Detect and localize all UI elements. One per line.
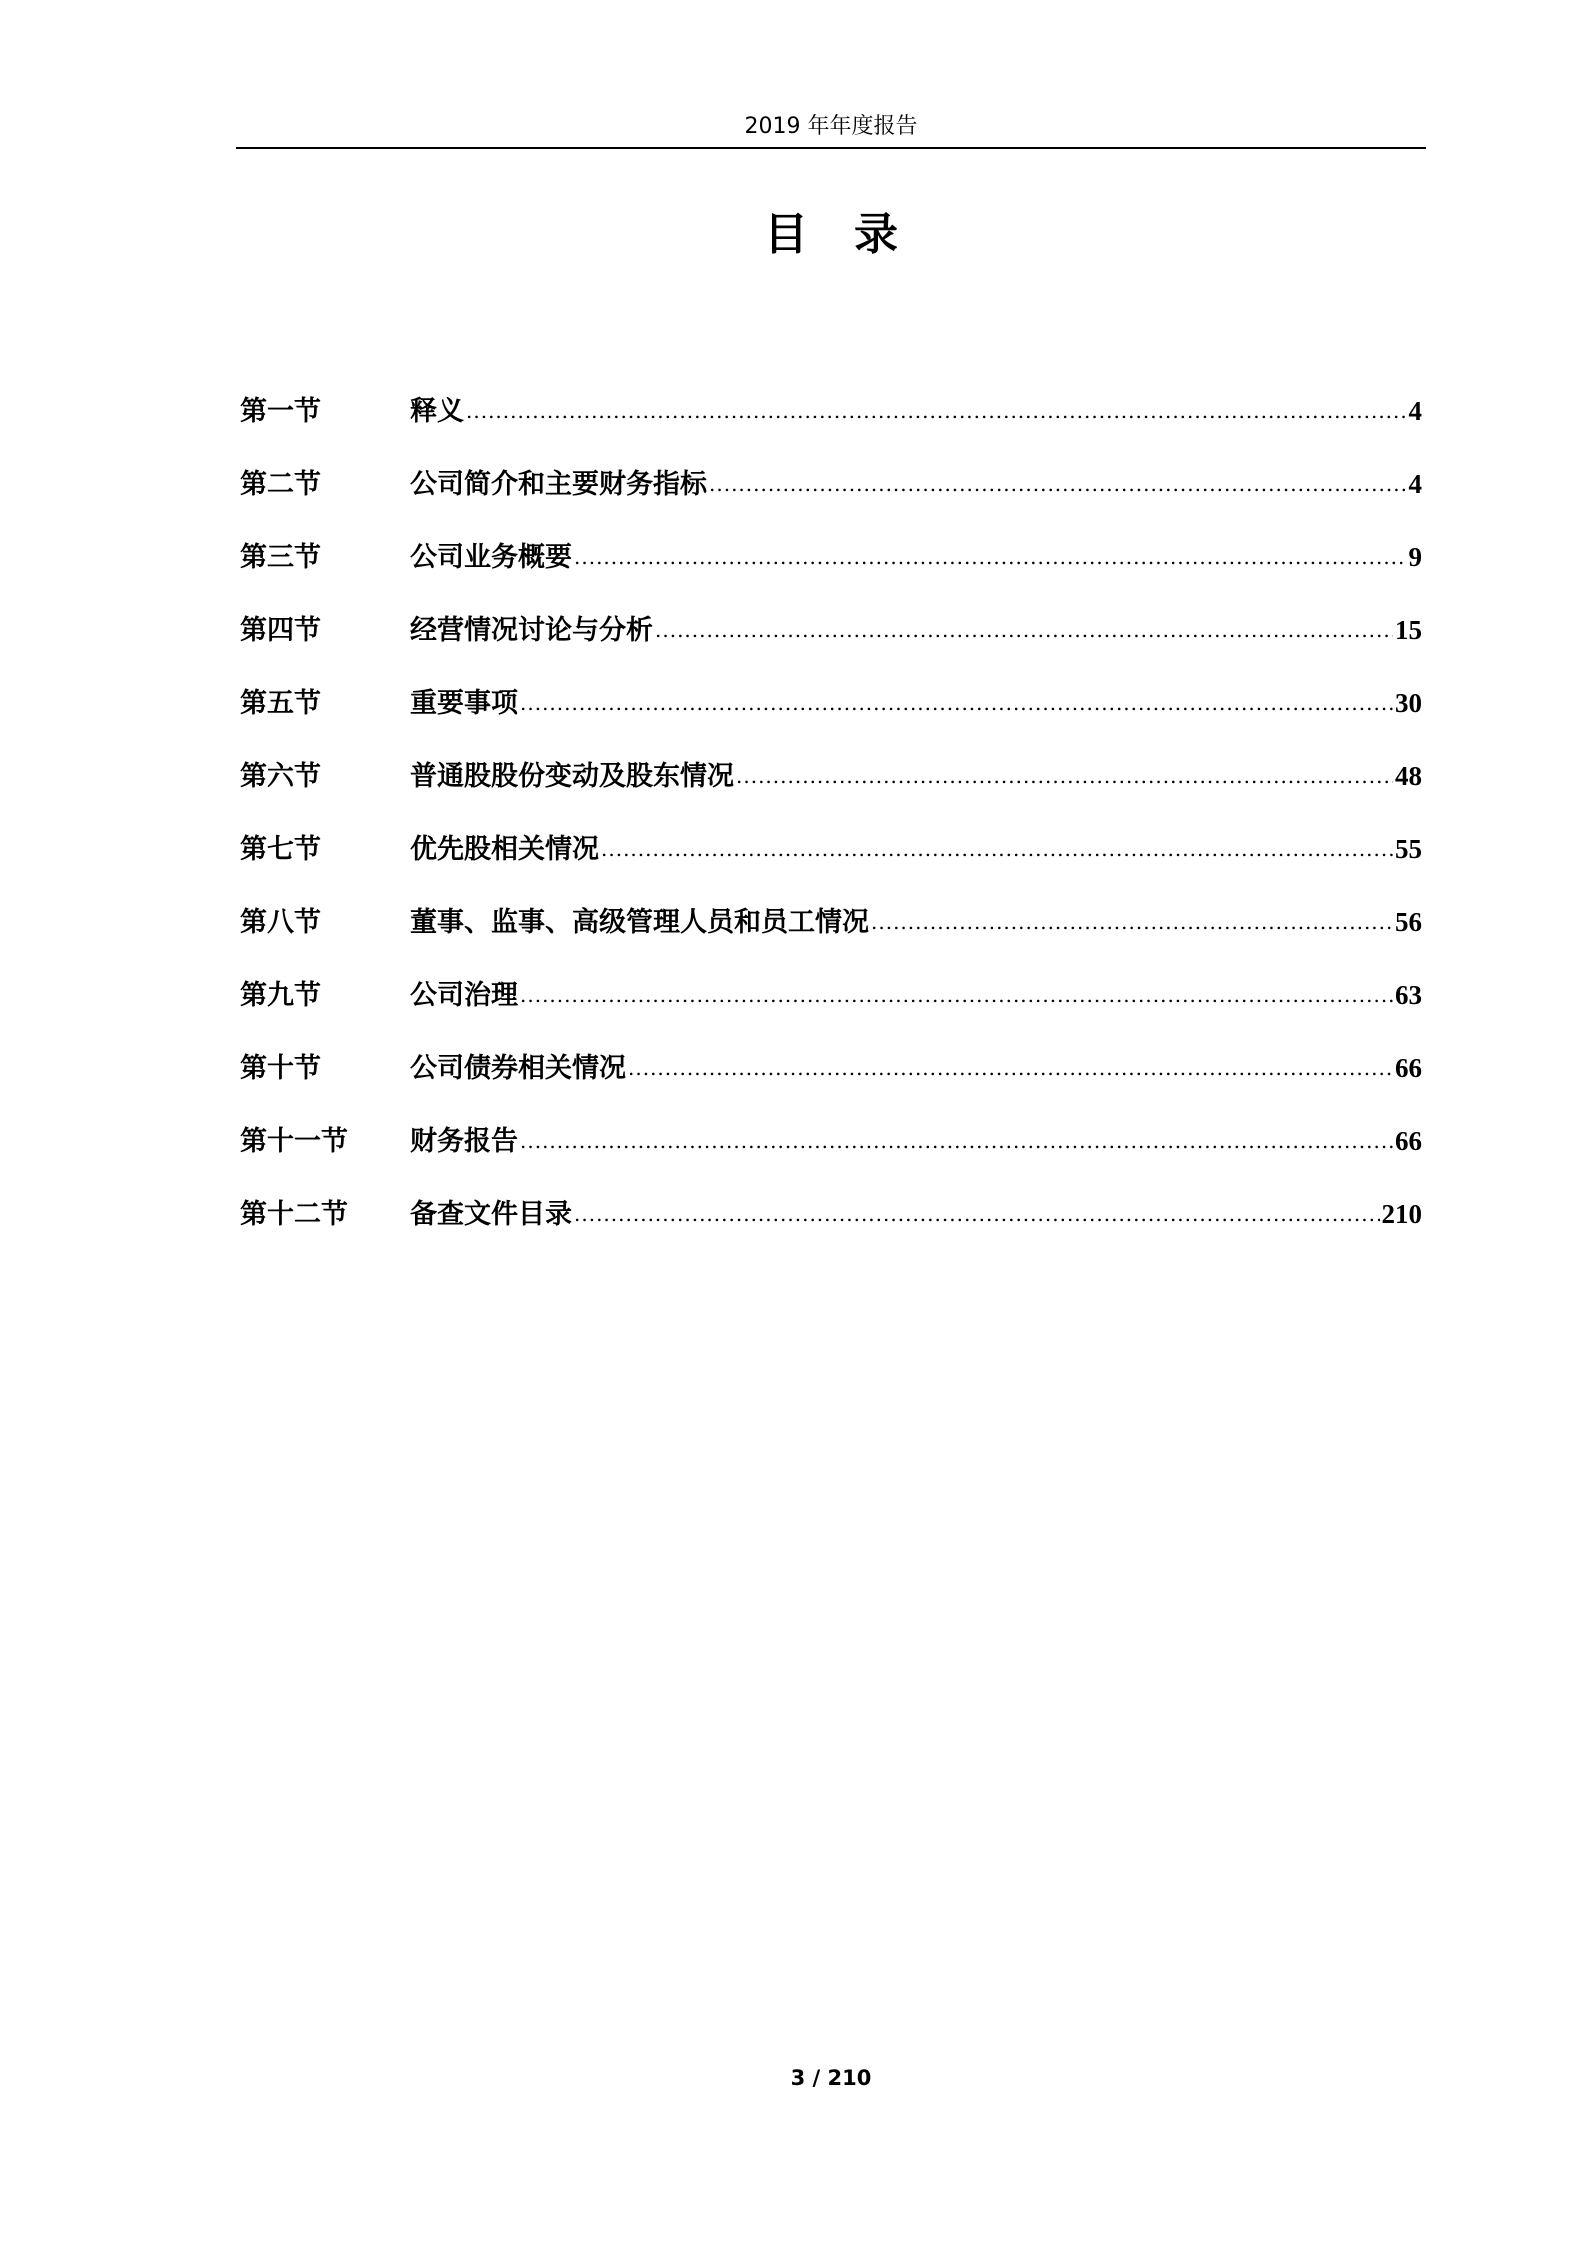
toc-dot-leader	[871, 894, 1393, 950]
toc-section-title: 释义	[410, 396, 464, 427]
toc-entry-4[interactable]	[240, 602, 1422, 675]
toc-entry-12[interactable]	[240, 1186, 1422, 1259]
toc-section-number: 第二节	[240, 469, 321, 500]
toc-entry-7[interactable]	[240, 821, 1422, 894]
toc-section-title: 公司债券相关情况	[410, 1053, 626, 1084]
toc-dot-leader	[520, 1113, 1393, 1169]
toc-page-number: 210	[1381, 1199, 1422, 1229]
toc-dot-leader	[655, 602, 1393, 658]
toc-dot-leader	[574, 529, 1407, 585]
toc-section-title: 经营情况讨论与分析	[410, 615, 653, 646]
toc-section-number: 第三节	[240, 542, 321, 573]
toc-entry-8[interactable]	[240, 894, 1422, 967]
toc-section-number: 第十二节	[240, 1199, 348, 1230]
toc-section-title: 董事、监事、高级管理人员和员工情况	[410, 907, 869, 938]
toc-dot-leader	[520, 967, 1393, 1023]
toc-section-number: 第四节	[240, 615, 321, 646]
toc-section-number: 第十一节	[240, 1126, 348, 1157]
toc-section-number: 第六节	[240, 761, 321, 792]
toc-entry-10[interactable]	[240, 1040, 1422, 1113]
toc-section-title: 公司简介和主要财务指标	[410, 469, 707, 500]
toc-page-number: 66	[1395, 1053, 1422, 1083]
toc-section-title: 公司业务概要	[410, 542, 572, 573]
document-title: 目录	[764, 209, 944, 260]
toc-section-title: 普通股股份变动及股东情况	[410, 761, 734, 792]
toc-dot-leader	[574, 1186, 1380, 1242]
toc-dot-leader	[466, 383, 1407, 439]
toc-section-number: 第一节	[240, 396, 321, 427]
toc-entry-3[interactable]	[240, 529, 1422, 602]
toc-dot-leader	[628, 1040, 1393, 1096]
table-of-contents	[240, 383, 1422, 1259]
toc-page-number: 48	[1395, 761, 1422, 791]
toc-section-title: 公司治理	[410, 980, 518, 1011]
toc-entry-6[interactable]	[240, 748, 1422, 821]
toc-section-title: 重要事项	[410, 688, 518, 719]
running-header: 2019 年年度报告	[744, 114, 918, 139]
toc-page-number: 9	[1408, 542, 1422, 572]
toc-entry-5[interactable]	[240, 675, 1422, 748]
toc-entry-2[interactable]	[240, 456, 1422, 529]
toc-page-number: 63	[1395, 980, 1422, 1010]
toc-section-title: 优先股相关情况	[410, 834, 599, 865]
header-divider	[236, 147, 1426, 149]
toc-dot-leader	[601, 821, 1393, 877]
toc-dot-leader	[520, 675, 1393, 731]
toc-page-number: 4	[1408, 469, 1422, 499]
toc-page-number: 55	[1395, 834, 1422, 864]
toc-page-number: 4	[1408, 396, 1422, 426]
toc-entry-9[interactable]	[240, 967, 1422, 1040]
toc-page-number: 30	[1395, 688, 1422, 718]
toc-dot-leader	[709, 456, 1407, 512]
toc-page-number: 66	[1395, 1126, 1422, 1156]
toc-section-number: 第九节	[240, 980, 321, 1011]
toc-entry-1[interactable]	[240, 383, 1422, 456]
toc-entry-11[interactable]	[240, 1113, 1422, 1186]
toc-section-title: 备查文件目录	[410, 1199, 572, 1230]
toc-page-number: 56	[1395, 907, 1422, 937]
page-indicator: 3 / 210	[790, 2066, 872, 2090]
toc-section-number: 第五节	[240, 688, 321, 719]
toc-section-number: 第八节	[240, 907, 321, 938]
toc-section-number: 第七节	[240, 834, 321, 865]
toc-dot-leader	[736, 748, 1393, 804]
toc-page-number: 15	[1395, 615, 1422, 645]
toc-section-title: 财务报告	[410, 1126, 518, 1157]
toc-section-number: 第十节	[240, 1053, 321, 1084]
